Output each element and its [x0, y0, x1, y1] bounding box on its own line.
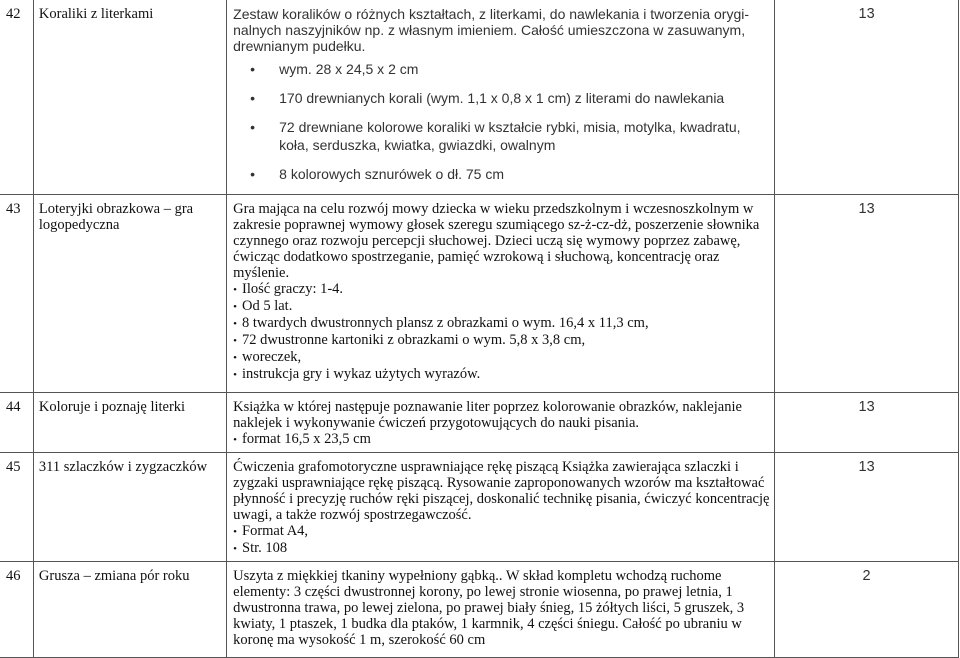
- bullet-icon: •: [233, 318, 237, 330]
- list-item: • Od 5 lat.: [233, 298, 293, 314]
- item-text: Uszyta z miękkiej tkaniny wypełniony gąbką.. W skład kompletu wchodzą ruchome elementy: 3 części dwustronnej korony, po lewej stronie wiosenna, po prawej letnia, 1 dwustronna trawa, po lewej zielona, po prawej biały śnieg, 15 żółtych liści, 5 gruszek, 3 kwiaty, 1 ptaszek, 1 budka dla ptaków, 1 karmnik, 4 części śniegu. Całość po ubraniu w koronę ma wysokość 1 m, szerokość 60 cm: [233, 568, 745, 648]
- bullet-icon: •: [233, 352, 237, 364]
- bullet-icon: •: [250, 61, 256, 77]
- item-intro: Zestaw koralików o różnych kształtach, z literkami, do nawlekania i tworzenia orygi-nalnych naszyjników np. z własnym imieniem. Całość umieszczona w zasuwanym, drewnianym pudełku.: [233, 6, 750, 54]
- bullet-icon: •: [233, 301, 237, 313]
- table-row: [0, 0, 959, 195]
- item-number: 44: [0, 393, 33, 453]
- list-item: • wym. 28 x 24,5 x 2 cm: [250, 61, 419, 77]
- item-bullet-list: [233, 523, 770, 557]
- item-quantity: 13: [775, 393, 959, 453]
- list-item: • instrukcja gry i wykaz użytych wyrazów.: [233, 366, 481, 382]
- item-text: Ćwiczenia grafomotoryczne usprawniające rękę piszącą Książka zawierająca szlaczki i zygzaki usprawniające rękę piszącą. Rysowanie zaproponowanych wzorów ma kształtować płynność i precyzję ruchów ręki piszącej, doskonalić technikę pisania, ćwiczyć koncentrację uwagi, a także rozwój spostrzegawczość.: [233, 459, 770, 523]
- item-description: [227, 393, 775, 453]
- bullet-icon: •: [250, 119, 256, 135]
- item-name: Koraliki z literkami: [33, 0, 226, 195]
- list-item: • woreczek,: [233, 349, 302, 365]
- table-row: [0, 195, 959, 393]
- list-item: • 72 dwustronne kartoniki z obrazkami o wym. 5,8 x 3,8 cm,: [233, 332, 586, 348]
- item-quantity: 13: [775, 0, 959, 195]
- bullet-icon: •: [233, 335, 237, 347]
- item-quantity: 2: [775, 562, 959, 658]
- item-description: [227, 195, 775, 393]
- item-description: [227, 0, 775, 195]
- item-number: 46: [0, 562, 33, 658]
- item-bullet-list: [233, 60, 770, 183]
- table-row: [0, 393, 959, 453]
- list-item: • Ilość graczy: 1-4.: [233, 281, 344, 297]
- item-name: Grusza – zmiana pór roku: [33, 562, 226, 658]
- item-bullet-list: [233, 431, 770, 448]
- item-number: 42: [0, 0, 33, 195]
- item-name: 311 szlaczków i zygzaczków: [33, 453, 226, 562]
- list-item: • 170 drewnianych korali (wym. 1,1 x 0,8 x 1 cm) z literami do nawlekania: [250, 90, 725, 106]
- item-quantity: 13: [775, 453, 959, 562]
- list-item: • format 16,5 x 23,5 cm: [233, 431, 371, 447]
- list-item: • 72 drewniane kolorowe koraliki w kształcie rybki, misia, motylka, kwadratu, koła, serduszka, kwiatka, gwiazdki, owalnym: [250, 119, 741, 153]
- table-row: [0, 453, 959, 562]
- item-name: Loteryjki obrazkowa – gra logopedyczna: [33, 195, 226, 393]
- table-row: [0, 562, 959, 658]
- item-number: 45: [0, 453, 33, 562]
- item-quantity: 13: [775, 195, 959, 393]
- list-item: • Format A4,: [233, 523, 309, 539]
- list-item: • 8 kolorowych sznurówek o dł. 75 cm: [250, 166, 505, 182]
- item-description: [227, 453, 775, 562]
- bullet-icon: •: [233, 526, 237, 538]
- bullet-icon: •: [250, 166, 256, 182]
- list-item: • 8 twardych dwustronnych plansz z obrazkami o wym. 16,4 x 11,3 cm,: [233, 315, 649, 331]
- item-name: Koloruje i poznaję literki: [33, 393, 226, 453]
- item-description: [227, 562, 775, 658]
- item-text: Gra mająca na celu rozwój mowy dziecka w wieku przedszkolnym i wczesnoszkolnym w zakresie poprawnej wymowy głosek szeregu szumiącego sz-ż-cz-dż, poszerzenie słownika czynnego oraz rozwoju percepcji słuchowej. Dzieci uczą się wymowy poprzez zabawę, ćwicząc dodatkowo spostrzeganie, pamięć wzrokową i słuchową, koncentrację oraz myślenie.: [233, 201, 760, 281]
- bullet-icon: •: [233, 284, 237, 296]
- bullet-icon: •: [233, 543, 237, 555]
- bullet-icon: •: [233, 434, 237, 446]
- item-bullet-list: [233, 281, 770, 383]
- item-text: Książka w której następuje poznawanie liter poprzez kolorowanie obrazków, naklejanie naklejek i wykonywanie ćwiczeń przygotowujących do nauki pisania.: [233, 399, 742, 431]
- bullet-icon: •: [250, 90, 256, 106]
- list-item: • Str. 108: [233, 540, 288, 556]
- item-number: 43: [0, 195, 33, 393]
- bullet-icon: •: [233, 369, 237, 381]
